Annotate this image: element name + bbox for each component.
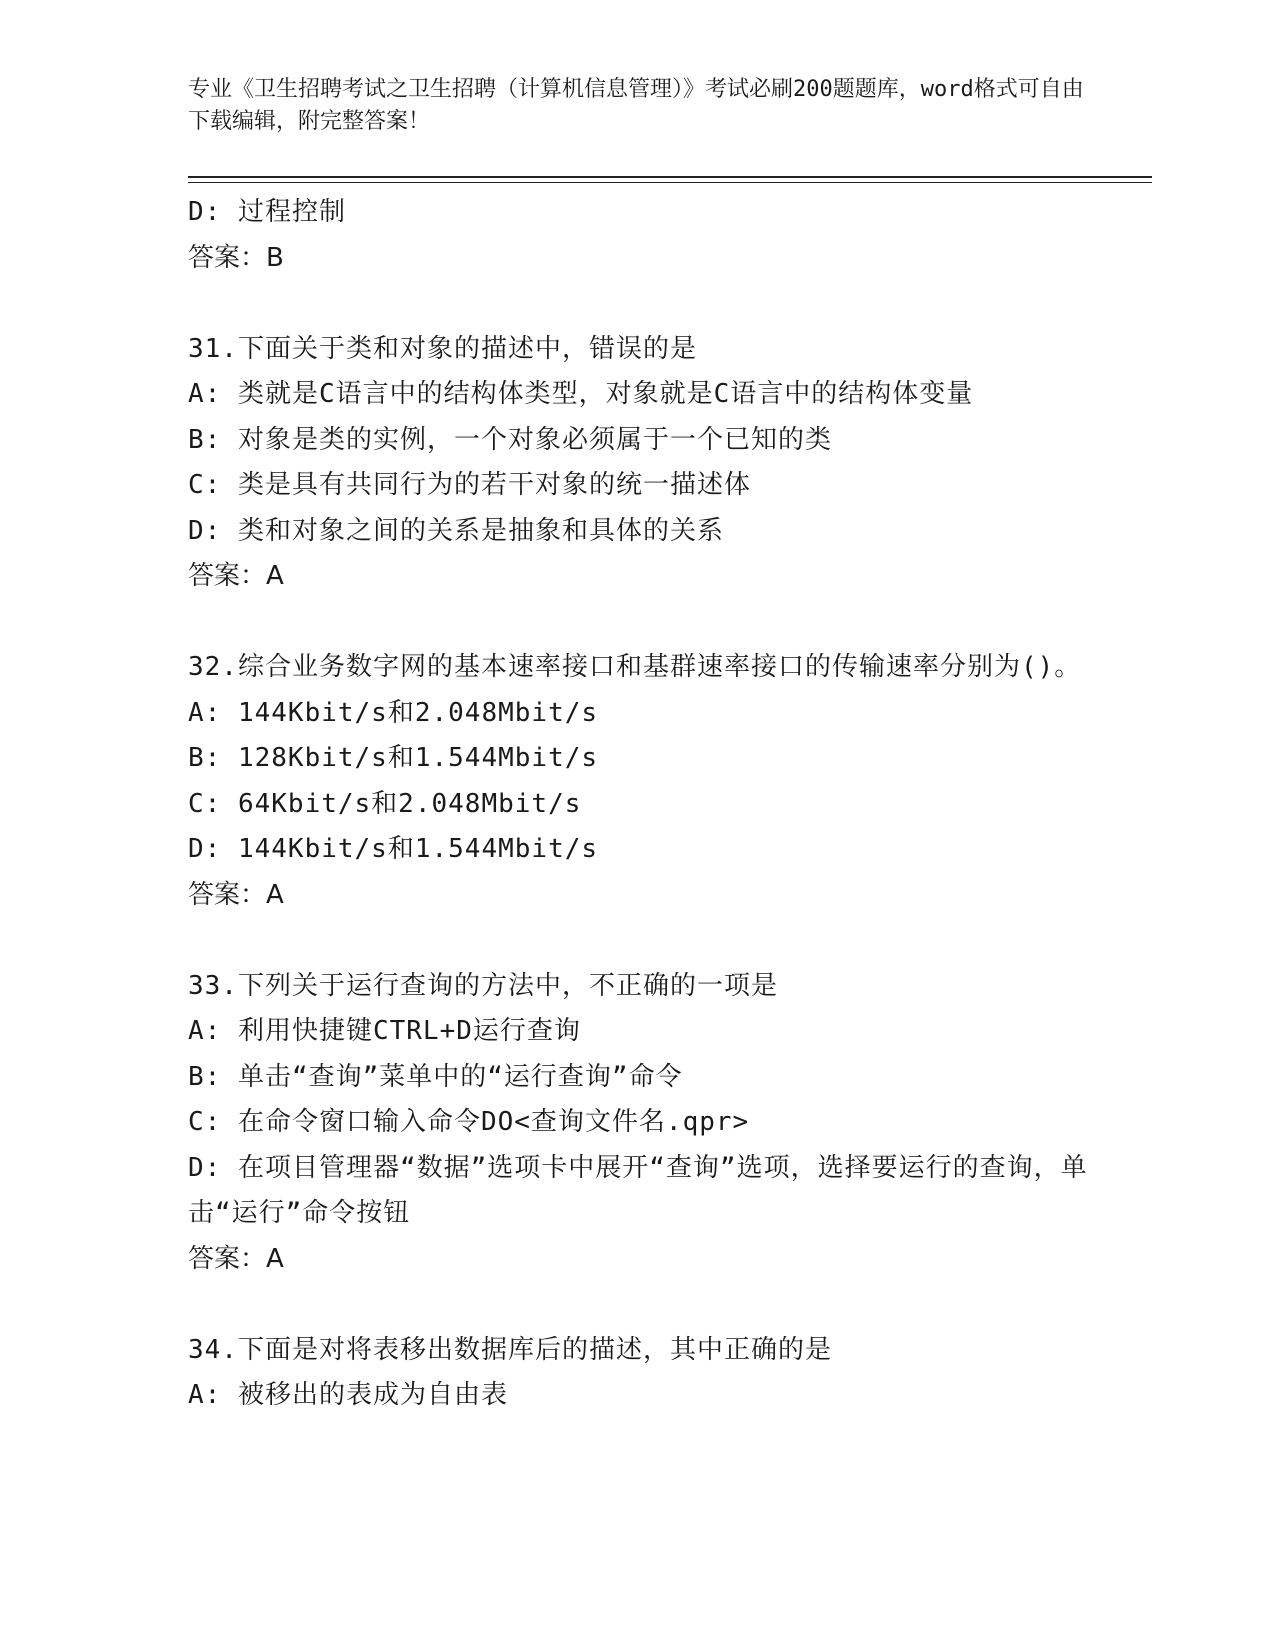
question-list (188, 190, 1088, 1419)
header-rule-thick (188, 176, 1152, 178)
option-text: D: 在项目管理器“数据”选项卡中展开“查询”选项，选择要运行的查询，单击“运行”命令按钮 (188, 1152, 1088, 1228)
header-title: 专业《卫生招聘考试之卫生招聘（计算机信息管理）》考试必刷200题题库，word格式可自由下载编辑，附完整答案！ (188, 77, 1084, 134)
option-text: C: 类是具有共同行为的若干对象的统一描述体 (188, 470, 751, 500)
spacer (188, 600, 1088, 646)
option-text: C: 在命令窗口输入命令DO<查询文件名.qpr> (188, 1107, 750, 1137)
question-stem: 33.下列关于运行查询的方法中，不正确的一项是 (188, 970, 778, 1001)
option-text: A: 类就是C语言中的结构体类型，对象就是C语言中的结构体变量 (188, 379, 974, 409)
question-stem: 32.综合业务数字网的基本速率接口和基群速率接口的传输速率分别为()。 (188, 652, 1082, 682)
option-text: D: 144Kbit/s和1.544Mbit/s (188, 834, 599, 864)
question-stem: 31.下面关于类和对象的描述中，错误的是 (188, 333, 697, 364)
option-text: B: 单击“查询”菜单中的“运行查询”命令 (188, 1061, 683, 1092)
option-text: A: 利用快捷键CTRL+D运行查询 (188, 1016, 581, 1046)
option-text: D: 类和对象之间的关系是抽象和具体的关系 (188, 515, 724, 546)
document-header (188, 74, 1088, 138)
answer-line: 答案：A (188, 879, 284, 910)
option-text: C: 64Kbit/s和2.048Mbit/s (188, 788, 582, 819)
answer-line: 答案：A (188, 1243, 284, 1274)
spacer (188, 1282, 1088, 1328)
option-text: A: 144Kbit/s和2.048Mbit/s (188, 697, 599, 728)
option-text: D: 过程控制 (188, 197, 346, 227)
question-stem: 34.下面是对将表移出数据库后的描述，其中正确的是 (188, 1334, 832, 1365)
spacer (188, 918, 1088, 964)
option-text: A: 被移出的表成为自由表 (188, 1380, 508, 1410)
header-rule-thin (188, 182, 1152, 183)
answer-line: 答案：B (188, 242, 284, 273)
option-text: B: 对象是类的实例，一个对象必须属于一个已知的类 (188, 424, 832, 455)
spacer (188, 281, 1088, 327)
answer-line: 答案：A (188, 561, 284, 591)
option-text: B: 128Kbit/s和1.544Mbit/s (188, 743, 599, 773)
